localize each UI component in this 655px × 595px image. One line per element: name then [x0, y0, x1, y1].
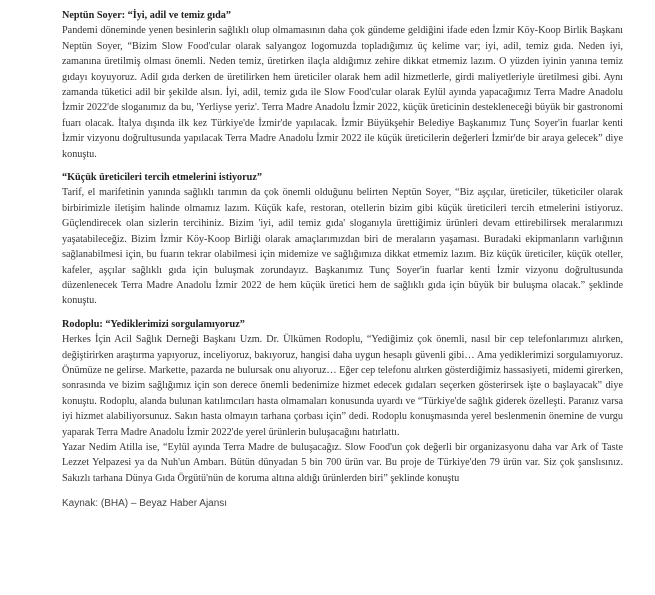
heading-speaker: Neptün Soyer:: [62, 10, 126, 21]
section-rodoplu: [62, 317, 623, 486]
paragraph: Tarif, el marifetinin yanında sağlıklı tarımın da çok önemli olduğunu belirten Neptün Soyer, “Biz aşçılar, üreticiler, tüketiciler olarak birbirimizle iletişim halinde olmamız lazım. Küçük kafe, restoran, otellerin bizim gibi küçük üreticileri tercih etmelerini istiyoruz. Güçlendirecek olan sizlerin tercihiniz. Bizim 'iyi, adil temiz gıda' sloganıyla ürettiğimiz ürünleri devam ettirebilirsek meralarımızı yaşatabileceğiz. Bizim İzmir Köy-Koop Birliği olarak amaçlarımızdan biri de meraların yaşaması. Buradaki ekipmanların varlığının sağlanabilmesi için, bu fuarın tekrar olabilmesi için midemize ve sağlığımıza dikkat etmemiz lazım. Biz küçük üreticiler, küçük oteller, kafeler, aşçılar sağlıklı gıda için buluşmak zorundayız. Başkanımız Tunç Soyer'in fuarlar kenti İzmir vizyonu doğrultusunda düzenlenecek Terra Madre Anadolu İzmir 2022 de hem küçük üretici hem de sağlıklı gıda için büyük bir buluşma olacak.” şeklinde konuştu.: [62, 187, 623, 307]
section-kucuk-ureticiler: [62, 170, 623, 309]
section-heading: [62, 8, 623, 23]
section-heading: [62, 170, 623, 185]
heading-quote: “Küçük üreticileri tercih etmelerini istiyoruz”: [62, 172, 262, 184]
paragraph: Pandemi döneminde yenen besinlerin sağlıklı olup olmamasının daha çok gündeme geldiğini ifade eden İzmir Köy-Koop Birlik Başkanı Neptün Soyer, “Bizim Slow Food'cular olarak salyangoz logomuzda topladığımız üç kelime var; iyi, adil, temiz gıda. Neden iyi, zamanına üretilmiş olması önemli. Neden temiz, üretirken ilaçla aldığımız zehire dikkat etmemiz lazım. O yüzden iyinin yanına temiz gıdayı koyuyoruz. Adil gıda derken de üretilirken hem üreticiler olarak hem adil hizmetlerle, girdi maliyetleriyle üretilmesi gibi. Aynı zamanda tüketici adil bir şekilde alsın. İyi, adil, temiz gıda ile Slow Food'cular olarak Eylül ayında yapacağımız Terra Madre Anadolu İzmir 2022'de sloganımız da bu, 'Yerliyse yeriz'. Terra Madre Anadolu İzmir 2022, küçük üreticinin destekleneceği büyük bir gastronomi fuarı olacak. İtalya dışında ilk kez Türkiye'de İzmir'de yapılacak. İzmir Büyükşehir Belediye Başkanımız Tunç Soyer'in fuarlar kenti İzmir vizyonu doğrultusunda yapılacak Terra Madre Anadolu İzmir 2022 ile küçük üreticilerin değerleri İzmir'de bir araya gelecek” diye konuştu.: [62, 25, 623, 160]
source-credit: Kaynak: (BHA) – Beyaz Haber Ajansı: [62, 498, 228, 510]
heading-speaker: Rodoplu:: [62, 318, 103, 330]
heading-quote: “Yediklerimizi sorgulamıyoruz”: [105, 318, 245, 330]
section-soyer: [62, 8, 623, 162]
paragraph: Yazar Nedim Atilla ise, “Eylül ayında Terra Madre de buluşacağız. Slow Food'un çok değerli bir organizasyonu daha var Ark of Taste Lezzet Yelpazesi ya da Nuh'un Ambarı. Bütün dünyadan 5 bin 700 ürün var. Bu proje de Türkiye'den 79 ürün var. Siz çok şanslısınız. Sakızlı tarhana Dünya Gıda Örgütü'nün de koruma altına aldığı ürünlerden biri” şeklinde konuştu: [62, 441, 623, 484]
section-heading: [62, 317, 623, 332]
heading-quote: “İyi, adil ve temiz gıda”: [127, 10, 231, 21]
paragraph: Herkes İçin Acil Sağlık Derneği Başkanı Uzm. Dr. Ülkümen Rodoplu, “Yediğimiz çok önemli, nasıl bir cep telefonlarımızı alırken, değiştirirken araştırma yapıyoruz, inceliyoruz, bakıyoruz, hangisi daha uygun hesaplı güvenli gibi… Ama yediklerimizi sorgulamıyoruz. Önümüze ne gelirse. Markette, pazarda ne bulursak onu alıyoruz… Eğer cep telefonu alırken gösterdiğimiz hassasiyeti, midemi girerken, sonrasında ve bizim sağlığımız için son derece önemli bedenimize hizmet edecek gıdaları seçerken gösterirsek işte o başlayacak” diye konuştu. Rodoplu, alanda bulunan katılımcıları hasta olmamaları konusunda uyardı ve “Türkiye'de sağlık giderek özelleşti. Paranız varsa iyi hizmet alabiliyorsunuz. Sakın hasta olmayın tarhana çorbası için” dedi. Rodoplu konuşmasında yerel beslenmenin önemine de vurgu yaparak Terra Madre Anadolu İzmir 2022'de yerel ürünlerin buluşacağını hatırlattı.: [62, 334, 623, 438]
